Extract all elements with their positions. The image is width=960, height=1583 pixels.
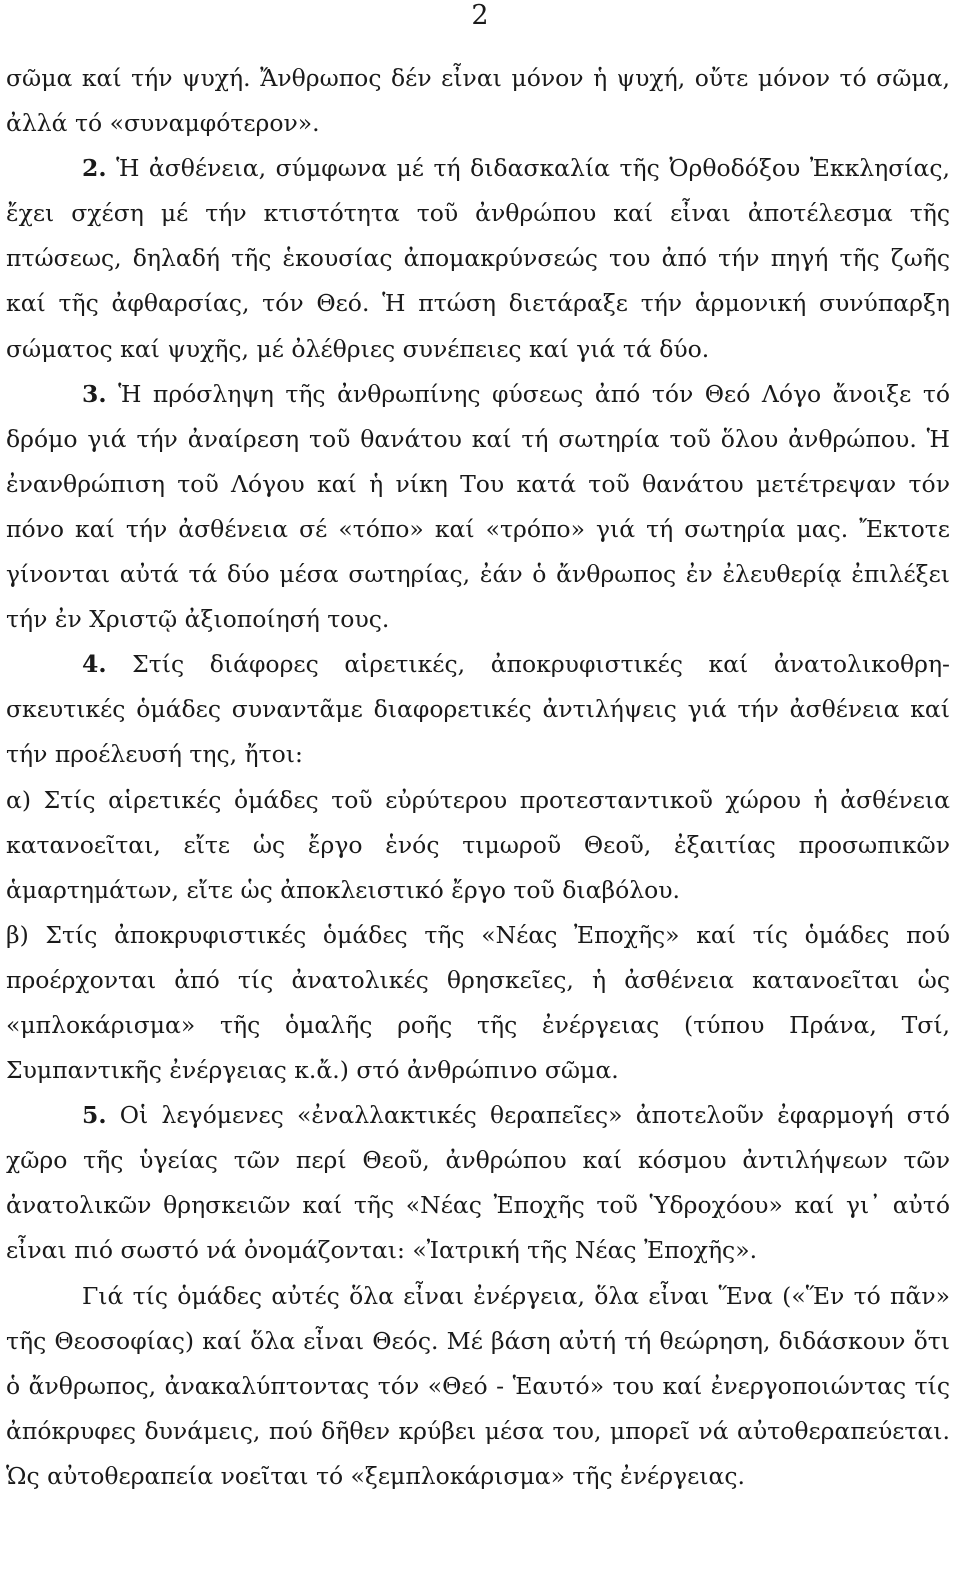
- page-number: 2: [471, 0, 489, 31]
- paragraph-3: [6, 372, 950, 643]
- item-number: 3.: [82, 379, 107, 408]
- paragraph-text: σῶμα καί τήν ψυχή. Ἄνθρωπος δέν εἶναι μόνον ἡ ψυχή, οὔτε μόνον τό σῶμα, ἀλλά τό «συναμφότερον».: [6, 64, 950, 138]
- paragraph-text: Οἱ λεγόμενες «ἐναλλακτικές θεραπεῖες» ἀποτελοῦν ἐφαρμογή στό χῶρο τῆς ὑγείας τῶν περί Θεοῦ, ἀνθρώπου καί κόσμου ἀντιλήψεων τῶν ἀνατολικῶν θρησκειῶν καί τῆς «Νέας Ἐποχῆς τοῦ Ὑδροχόου» καί γι᾽ αὐτό εἶναι πιό σωστό νά ὀνομάζονται: «Ἰατρική τῆς Νέας Ἐποχῆς».: [6, 1101, 950, 1265]
- item-number: 4.: [82, 650, 107, 679]
- paragraph-text: Στίς διάφορες αἱρετικές, ἀποκρυφιστικές καί ἀνατολικοθρησκευτικές ὁμάδες συναντᾶμε διαφορετικές ἀντιλήψεις γιά τήν ἀσθένεια καί τήν προέλευσή της, ἤτοι:: [6, 650, 950, 769]
- paragraph-text: β) Στίς ἀποκρυφιστικές ὁμάδες τῆς «Νέας Ἐποχῆς» καί τίς ὁμάδες πού προέρχονται ἀπό τίς ἀνατολικές θρησκεῖες, ἡ ἀσθένεια κατανοεῖται ὡς «μπλοκάρισμα» τῆς ὁμαλῆς ροῆς τῆς ἐνέργειας (τύπου Πράνα, Τσί, Συμπαντικῆς ἐνέργειας κ.ἄ.) στό ἀνθρώπινο σῶμα.: [6, 920, 950, 1085]
- paragraph-1: [6, 56, 950, 146]
- document-body: [6, 56, 950, 1499]
- paragraph-7: [6, 1093, 950, 1273]
- paragraph-5: [6, 778, 950, 913]
- paragraph-2: [6, 146, 950, 371]
- item-number: 5.: [82, 1101, 107, 1130]
- paragraph-text: Γιά τίς ὁμάδες αὐτές ὅλα εἶναι ἐνέργεια, ὅλα εἶναι Ἕνα («Ἕν τό πᾶν» τῆς Θεοσοφίας) καί ὅλα εἶναι Θεός. Μέ βάση αὐτή τή θεώρηση, διδάσκουν ὅτι ὁ ἄνθρωπος, ἀνακαλύπτοντας τόν «Θεό - Ἑαυτό» του καί ἐνεργοποιώντας τίς ἀπόκρυφες δυνάμεις, πού δῆθεν κρύβει μέσα του, μπορεῖ νά αὐτοθεραπεύεται. Ὡς αὐτοθεραπεία νοεῖται τό «ξεμπλοκάρισμα» τῆς ἐνέργειας.: [6, 1281, 950, 1490]
- paragraph-text: Ἡ πρόσληψη τῆς ἀνθρωπίνης φύσεως ἀπό τόν Θεό Λόγο ἄνοιξε τό δρόμο γιά τήν ἀναίρεση τοῦ θανάτου καί τή σωτηρία τοῦ ὅλου ἀνθρώπου. Ἡ ἐνανθρώπιση τοῦ Λόγου καί ἡ νίκη Του κατά τοῦ θανάτου μετέτρεψαν τόν πόνο καί τήν ἀσθένεια σέ «τόπο» καί «τρόπο» γιά τή σωτηρία μας. Ἔκτοτε γίνονται αὐτά τά δύο μέσα σωτηρίας, ἐάν ὁ ἄνθρωπος ἐν ἐλευθερίᾳ ἐπιλέξει τήν ἐν Χριστῷ ἀξιοποίησή τους.: [6, 379, 950, 634]
- paragraph-6: [6, 913, 950, 1093]
- paragraph-text: α) Στίς αἱρετικές ὁμάδες τοῦ εὐρύτερου προτεσταντικοῦ χώρου ἡ ἀσθένεια κατανοεῖται, εἴτε ὡς ἔργο ἑνός τιμωροῦ Θεοῦ, ἐξαιτίας προσωπικῶν ἁμαρτημάτων, εἴτε ὡς ἀποκλειστικό ἔργο τοῦ διαβόλου.: [6, 785, 950, 904]
- item-number: 2.: [82, 154, 107, 183]
- paragraph-4: [6, 642, 950, 777]
- paragraph-8: [6, 1274, 950, 1499]
- paragraph-text: Ἡ ἀσθένεια, σύμφωνα μέ τή διδασκαλία τῆς Ὀρθοδόξου Ἐκκλησίας, ἔχει σχέση μέ τήν κτιστότητα τοῦ ἀνθρώπου καί εἶναι ἀποτέλεσμα τῆς πτώσεως, δηλαδή τῆς ἑκουσίας ἀπομακρύνσεώς του ἀπό τήν πηγή τῆς ζωῆς καί τῆς ἀφθαρσίας, τόν Θεό. Ἡ πτώση διετάραξε τήν ἁρμονική συνύπαρξη σώματος καί ψυχῆς, μέ ὀλέθριες συνέπειες καί γιά τά δύο.: [6, 154, 950, 363]
